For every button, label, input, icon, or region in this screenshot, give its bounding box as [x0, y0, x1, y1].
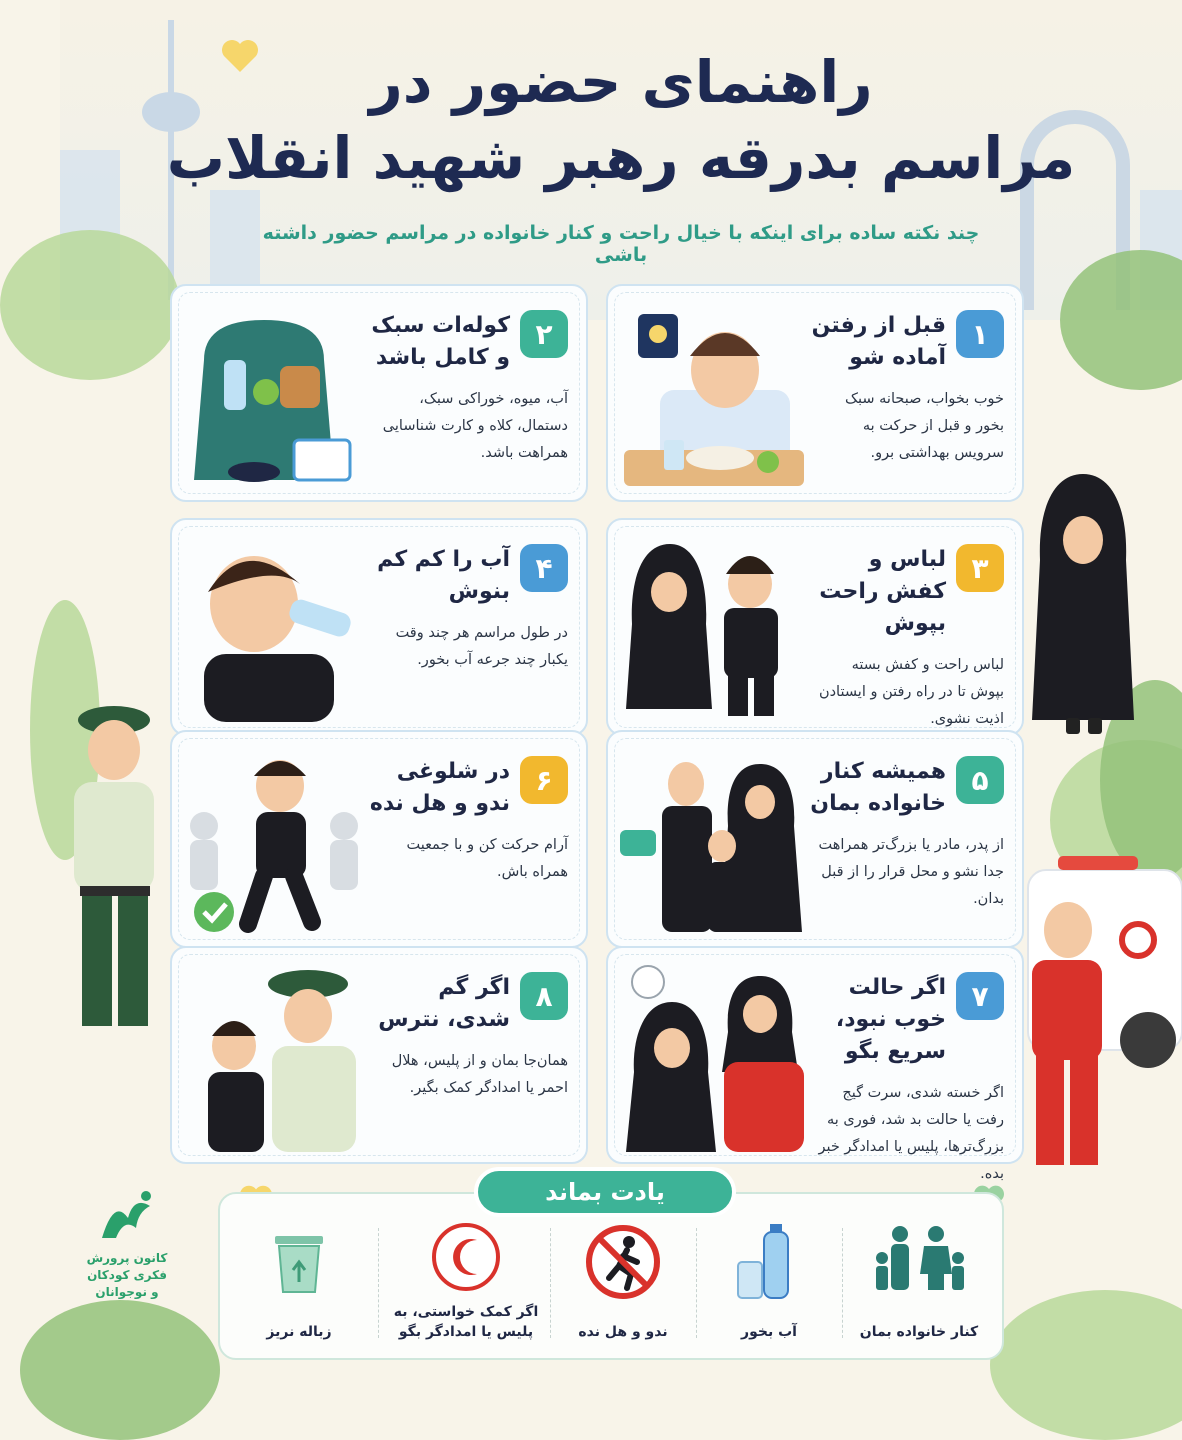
- water-bottle-icon: [734, 1222, 804, 1300]
- tip-card-2: [170, 284, 588, 502]
- tip-body: اگر خسته شدی، سرت گیج رفت یا حالت بد شد، فوری به بزرگ‌ترها، پلیس یا امدادگر خبر بده.: [818, 1085, 1004, 1182]
- tip-number-badge: ۵: [956, 756, 1004, 804]
- tip-card-6: [170, 730, 588, 948]
- tip-card-3: [606, 518, 1024, 736]
- tip-title: همیشه کنار خانواده بمان: [810, 759, 946, 816]
- family-icon: [874, 1224, 964, 1294]
- tip-body: همان‌جا بمان و از پلیس، هلال احمر یا امدادگر کمک بگیر.: [391, 1053, 568, 1096]
- tip-body: آب، میوه، خوراکی سبک، دستمال، کلاه و کارت شناسایی همراهت باشد.: [382, 391, 568, 461]
- tip-card-1: [606, 284, 1024, 502]
- tip-card-4: [170, 518, 588, 736]
- tip-number-badge: ۶: [520, 756, 568, 804]
- remember-item-ask-for-help: [386, 1222, 546, 1342]
- logo-text: کانون پرورش فکری کودکان و نوجوانان: [86, 1251, 168, 1299]
- page-title-line1: راهنمای حضور در: [369, 48, 873, 116]
- boy-drinking-water-illustration: [184, 534, 374, 724]
- kanoon-logo-icon: [94, 1188, 158, 1248]
- tip-card-8: [170, 946, 588, 1164]
- tip-title: اگر گم شدی، نترس: [378, 975, 510, 1032]
- remember-item-no-littering: [224, 1222, 374, 1342]
- remember-label: کنار خانواده بمان: [859, 1324, 979, 1340]
- family-together-illustration: [620, 746, 810, 936]
- tree: [0, 230, 180, 380]
- tip-number-badge: ۱: [956, 310, 1004, 358]
- tip-title: اگر حالت خوب نبود، سریع بگو: [835, 975, 946, 1064]
- remember-label: اگر کمک خواستی، به پلیس یا امدادگر بگو: [393, 1304, 539, 1340]
- red-crescent-icon: [431, 1222, 501, 1292]
- tip-title: قبل از رفتن آماده شو: [811, 313, 946, 370]
- bush: [990, 1290, 1182, 1440]
- no-running-icon: [583, 1222, 663, 1302]
- police-helping-boy-illustration: [184, 962, 374, 1152]
- tip-title: در شلوغی ندو و هل نده: [369, 759, 510, 816]
- remember-label: زباله نریز: [266, 1324, 332, 1340]
- tip-title: کوله‌ات سبک و کامل باشد: [371, 313, 510, 370]
- police-officer-figure: [64, 690, 164, 1040]
- remember-divider: [378, 1228, 379, 1338]
- remember-item-drink-water: [694, 1222, 844, 1342]
- tip-number-badge: ۸: [520, 972, 568, 1020]
- tip-card-5: [606, 730, 1024, 948]
- tip-number-badge: ۳: [956, 544, 1004, 592]
- remember-label: آب بخور: [741, 1324, 797, 1340]
- tip-body: لباس راحت و کفش بسته بپوش تا در راه رفتن و ایستادن اذیت نشوی.: [818, 657, 1004, 727]
- page-title-line2: مراسم بدرقه رهبر شهید انقلاب: [166, 124, 1076, 192]
- bush: [20, 1300, 220, 1440]
- remember-item-dont-run: [548, 1222, 698, 1342]
- mother-in-chador-figure: [1028, 470, 1138, 740]
- tip-title: لباس و کفش راحت بپوش: [819, 547, 946, 636]
- girl-and-boy-in-black-illustration: [620, 534, 810, 724]
- girl-getting-help-from-paramedic-illustration: [620, 962, 810, 1152]
- tip-title: آب را کم کم بنوش: [377, 547, 510, 604]
- backpack-illustration: [184, 300, 374, 490]
- child-eating-breakfast-illustration: [620, 300, 810, 490]
- tip-number-badge: ۷: [956, 972, 1004, 1020]
- tip-body: از پدر، مادر یا بزرگ‌تر همراهت جدا نشو و محل قرار را از قبل بدان.: [818, 837, 1004, 907]
- tip-body: در طول مراسم هر چند وقت یکبار چند جرعه آب بخور.: [395, 625, 568, 668]
- tip-body: خوب بخواب، صبحانه سبک بخور و قبل از حرکت به سرویس بهداشتی برو.: [845, 391, 1004, 461]
- remember-divider: [550, 1228, 551, 1338]
- remember-label: ندو و هل نده: [578, 1324, 668, 1340]
- ambulance-and-paramedic-figure: [1028, 850, 1182, 1180]
- remember-title: یادت بماند: [474, 1167, 736, 1217]
- page-subtitle: چند نکته ساده برای اینکه با خیال راحت و کنار خانواده در مراسم حضور داشته باشی: [262, 222, 980, 266]
- boy-walking-calmly-illustration: [184, 746, 374, 936]
- remember-item-stay-with-family: [844, 1222, 994, 1342]
- tip-body: آرام حرکت کن و با جمعیت همراه باش.: [406, 837, 568, 880]
- tip-number-badge: ۲: [520, 310, 568, 358]
- tip-card-7: [606, 946, 1024, 1182]
- trash-bin-icon: [269, 1230, 329, 1300]
- tip-number-badge: ۴: [520, 544, 568, 592]
